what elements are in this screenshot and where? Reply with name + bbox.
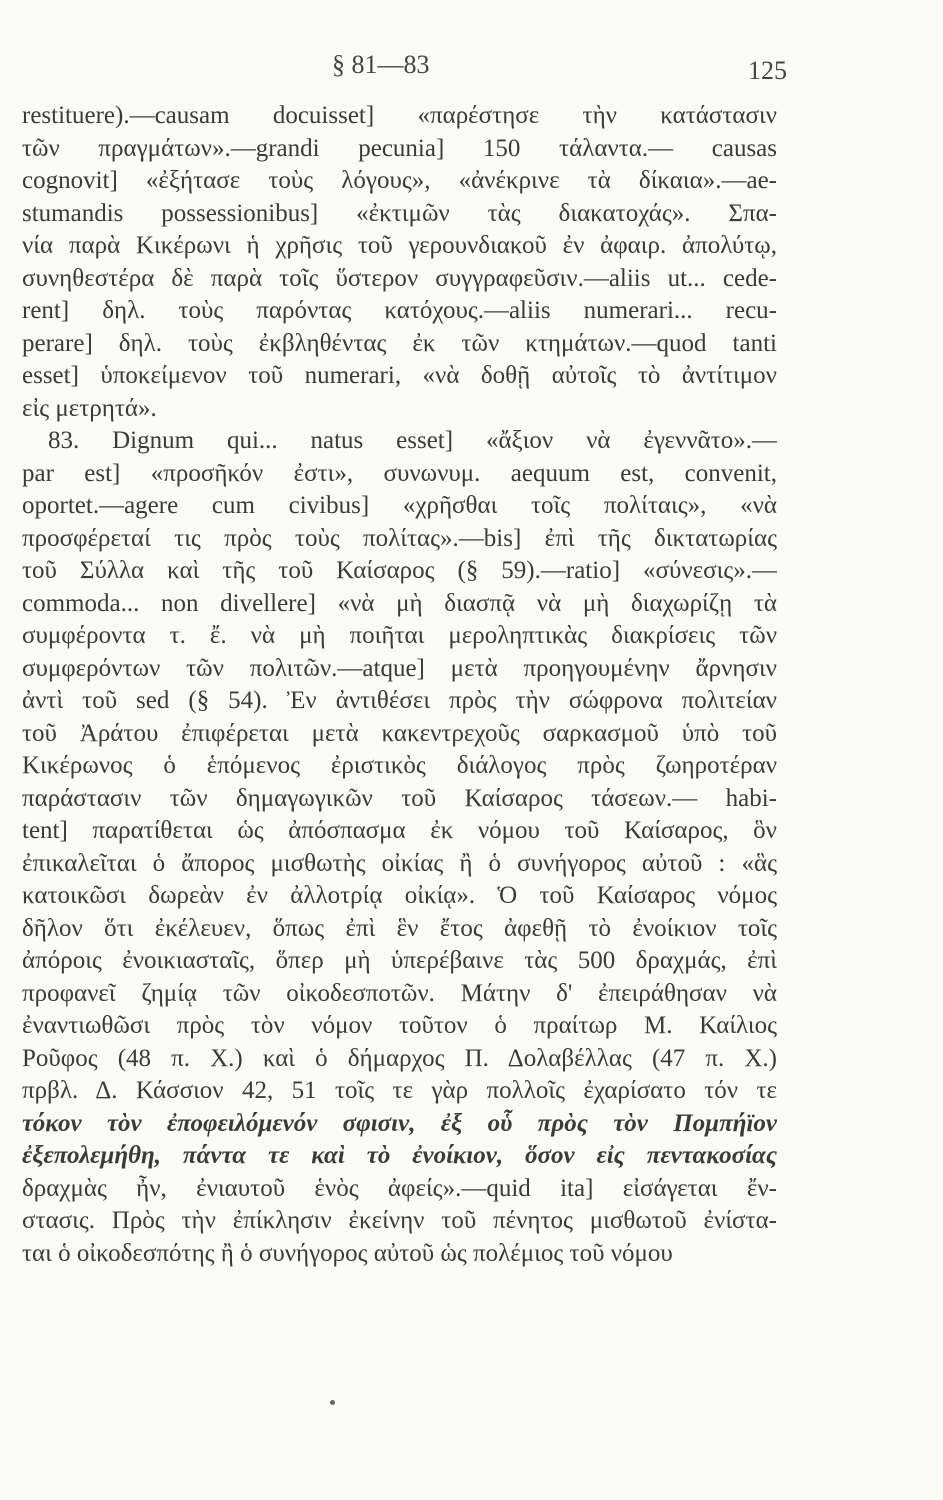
text-line: νία παρὰ Κικέρωνι ἡ χρῆσις τοῦ γερουνδιακοῦ ἐν ἀφαιρ. ἀπολύτῳ, [22, 232, 777, 259]
print-speck [330, 1400, 335, 1405]
commentary-text [22, 100, 777, 1270]
text-line: ἀντὶ τοῦ sed (§ 54). Ἐν ἀντιθέσει πρὸς τὴν σώφρονα πολιτείαν [22, 687, 777, 714]
text-line: ἀπόροις ἐνοικιασταῖς, ὅπερ μὴ ὑπερέβαινε τὰς 500 δραχμάς, ἐπὶ [22, 947, 777, 974]
text-line: συμφερόντων τῶν πολιτῶν.—atque] μετὰ προηγουμένην ἄρνησιν [22, 654, 777, 682]
text-line: ἐπικαλεῖται ὁ ἄπορος μισθωτὴς οἰκίας ἢ ὁ συνήγορος αὐτοῦ : «ἃς [22, 849, 777, 877]
text-line: oportet.—agere cum civibus] «χρῆσθαι τοῖς πολίταις», «νὰ [22, 492, 777, 519]
text-line: δῆλον ὅτι ἐκέλευεν, ὅπως ἐπὶ ἓν ἔτος ἀφεθῇ τὸ ἐνοίκιον τοῖς [22, 914, 777, 942]
text-line: τῶν πραγμάτων».—grandi pecunia] 150 τάλαντα.— causas [22, 134, 777, 162]
quotation-line: τόκον τὸν ἐποφειλόμενόν σφισιν, ἐξ οὗ πρὸς τὸν Πομπήϊον [22, 1109, 777, 1137]
text-line: παράστασιν τῶν δημαγωγικῶν τοῦ Καίσαρος τάσεων.— habi- [22, 784, 777, 812]
text-line: εἰς μετρητά». [22, 394, 157, 422]
text-line: restituere).—causam docuisset] «παρέστησε τὴν κατάστασιν [22, 102, 777, 129]
text-line: προσφέρεταί τις πρὸς τοὺς πολίτας».—bis] ἐπὶ τῆς δικτατωρίας [22, 524, 777, 552]
book-page [22, 0, 787, 1500]
text-line: ἐναντιωθῶσι πρὸς τὸν νόμον τοῦτον ὁ πραίτωρ Μ. Καίλιος [22, 1012, 777, 1039]
text-line: τοῦ Ἀράτου ἐπιφέρεται μετὰ κακεντρεχοῦς σαρκασμοῦ ὑπὸ τοῦ [22, 719, 777, 747]
text-line: perare] δηλ. τοὺς ἐκβληθέντας ἐκ τῶν κτημάτων.—quod tanti [22, 329, 777, 357]
text-line: stumandis possessionibus] «ἐκτιμῶν τὰς διακατοχάς». Σπα- [22, 199, 777, 227]
text-line: Κικέρωνος ὁ ἑπόμενος ἐριστικὸς διάλογος πρὸς ζωηροτέραν [22, 752, 777, 779]
running-header [22, 50, 787, 90]
text-line: cognovit] «ἐξήτασε τοὺς λόγους», «ἀνέκρινε τὰ δίκαια».—ae- [22, 167, 777, 194]
page-number: 125 [748, 56, 787, 85]
text-line: συμφέροντα τ. ἔ. νὰ μὴ ποιῆται μεροληπτικὰς διακρίσεις τῶν [22, 622, 777, 649]
text-line: rent] δηλ. τοὺς παρόντας κατόχους.—aliis numerari... recu- [22, 297, 777, 324]
text-line: par est] «προσῆκόν ἐστι», συνωνυμ. aequum est, convenit, [22, 459, 777, 487]
text-line: τοῦ Σύλλα καὶ τῆς τοῦ Καίσαρος (§ 59).—ratio] «σύνεσις».— [22, 557, 777, 584]
text-line: συνηθεστέρα δὲ παρὰ τοῖς ὕστερον συγγραφεῦσιν.—aliis ut... cede- [22, 264, 777, 292]
text-line: πρβλ. Δ. Κάσσιον 42, 51 τοῖς τε γὰρ πολλοῖς ἐχαρίσατο τόν τε [22, 1077, 777, 1104]
text-line: κατοικῶσι δωρεὰν ἐν ἀλλοτρίᾳ οἰκίᾳ». Ὁ τοῦ Καίσαρος νόμος [22, 882, 777, 909]
text-line: tent] παρατίθεται ὡς ἀπόσπασμα ἐκ νόμου τοῦ Καίσαρος, ὃν [22, 817, 777, 844]
text-line: ται ὁ οἰκοδεσπότης ἢ ὁ συνήγορος αὐτοῦ ὡς πολέμιος τοῦ νόμου [22, 1239, 673, 1267]
section-reference: § 81—83 [332, 50, 430, 79]
quotation-line: ἐξεπολεμήθη, πάντα τε καὶ τὸ ἐνοίκιον, ὅσον εἰς πεντακοσίας [22, 1142, 777, 1169]
text-line: δραχμὰς ἦν, ἐνιαυτοῦ ἑνὸς ἀφείς».—quid ita] εἰσάγεται ἔν- [22, 1174, 777, 1202]
text-line: commoda... non divellere] «νὰ μὴ διασπᾷ νὰ μὴ διαχωρίζῃ τὰ [22, 589, 777, 617]
text-line: στασις. Πρὸς τὴν ἐπίκλησιν ἐκείνην τοῦ πένητος μισθωτοῦ ἐνίστα- [22, 1207, 777, 1234]
text-line: esset] ὑποκείμενον τοῦ numerari, «νὰ δοθῇ αὐτοῖς τὸ ἀντίτιμον [22, 362, 777, 389]
paragraph-start-line: 83. Dignum qui... natus esset] «ἄξιον νὰ ἐγεννᾶτο».— [48, 427, 777, 454]
text-line: Ροῦφος (48 π. Χ.) καὶ ὁ δήμαρχος Π. Δολαβέλλας (47 π. Χ.) [22, 1044, 777, 1072]
text-line: προφανεῖ ζημίᾳ τῶν οἰκοδεσποτῶν. Μάτην δ' ἐπειράθησαν νὰ [22, 979, 777, 1007]
